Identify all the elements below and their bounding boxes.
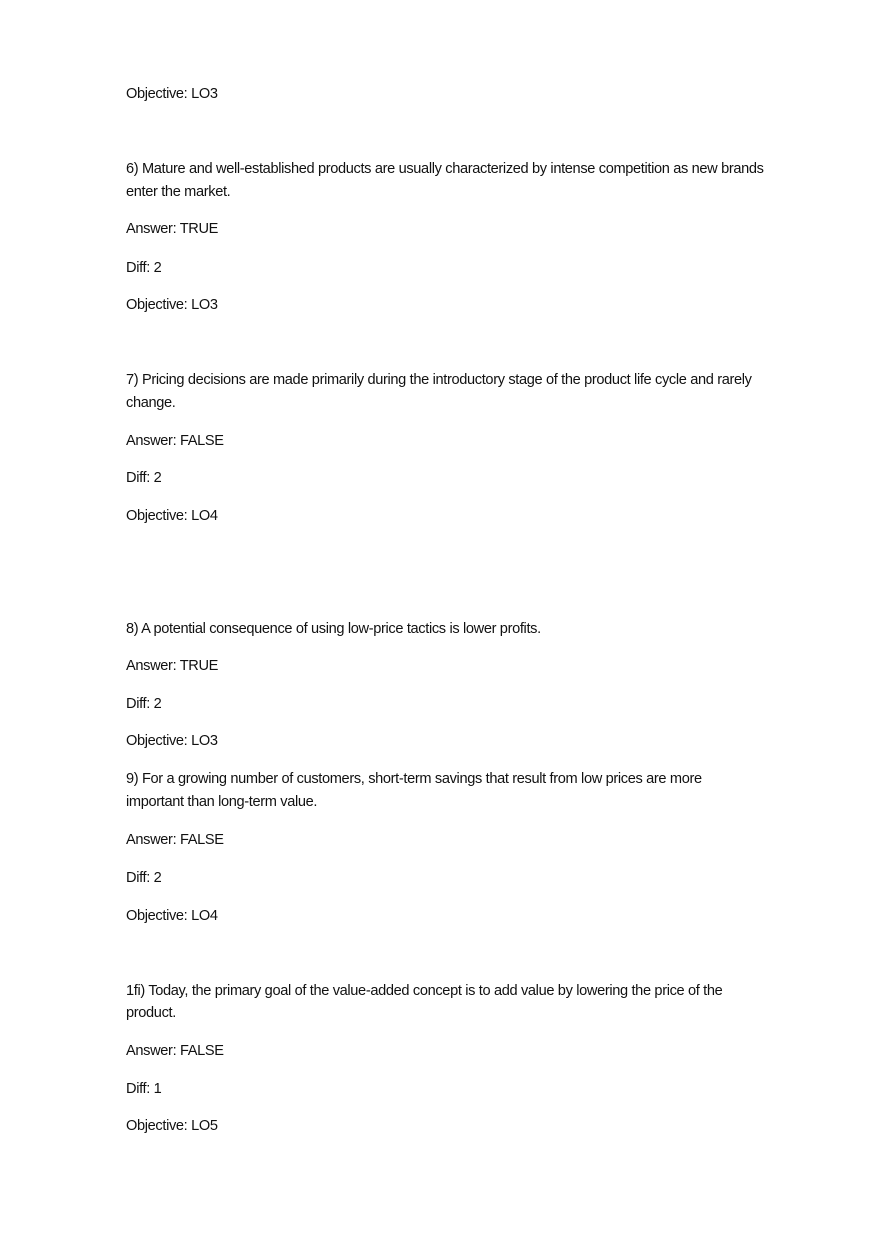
answer-label: Answer: FALSE: [126, 433, 224, 449]
answer-label: Answer: TRUE: [126, 221, 219, 237]
difficulty-label: Diff: 2: [126, 260, 162, 276]
objective-label: Objective: LO3: [126, 733, 218, 749]
objective-label: Objective: LO4: [126, 908, 218, 924]
question-text-line: 9) For a growing number of customers, short-term savings that result from low prices are more: [126, 771, 702, 787]
difficulty-label: Diff: 2: [126, 870, 162, 886]
question-text-line: 8) A potential consequence of using low-price tactics is lower profits.: [126, 621, 541, 637]
difficulty-label: Diff: 1: [126, 1081, 162, 1097]
answer-label: Answer: FALSE: [126, 832, 224, 848]
objective-label: Objective: LO3: [126, 86, 218, 102]
difficulty-label: Diff: 2: [126, 696, 162, 712]
question-text-line: product.: [126, 1005, 176, 1021]
question-text-line: change.: [126, 395, 176, 411]
objective-label: Objective: LO5: [126, 1118, 218, 1134]
question-text-line: enter the market.: [126, 184, 231, 200]
answer-label: Answer: FALSE: [126, 1043, 224, 1059]
difficulty-label: Diff: 2: [126, 470, 162, 486]
answer-label: Answer: TRUE: [126, 658, 219, 674]
objective-label: Objective: LO3: [126, 297, 218, 313]
question-text-line: important than long-term value.: [126, 794, 318, 810]
question-text-line: 7) Pricing decisions are made primarily during the introductory stage of the product life cycle and rarely: [126, 372, 752, 388]
question-text-line: 1fi) Today, the primary goal of the value-added concept is to add value by lowering the price of the: [126, 983, 723, 999]
objective-label: Objective: LO4: [126, 508, 218, 524]
question-text-line: 6) Mature and well-established products are usually characterized by intense competition as new brands: [126, 161, 764, 177]
